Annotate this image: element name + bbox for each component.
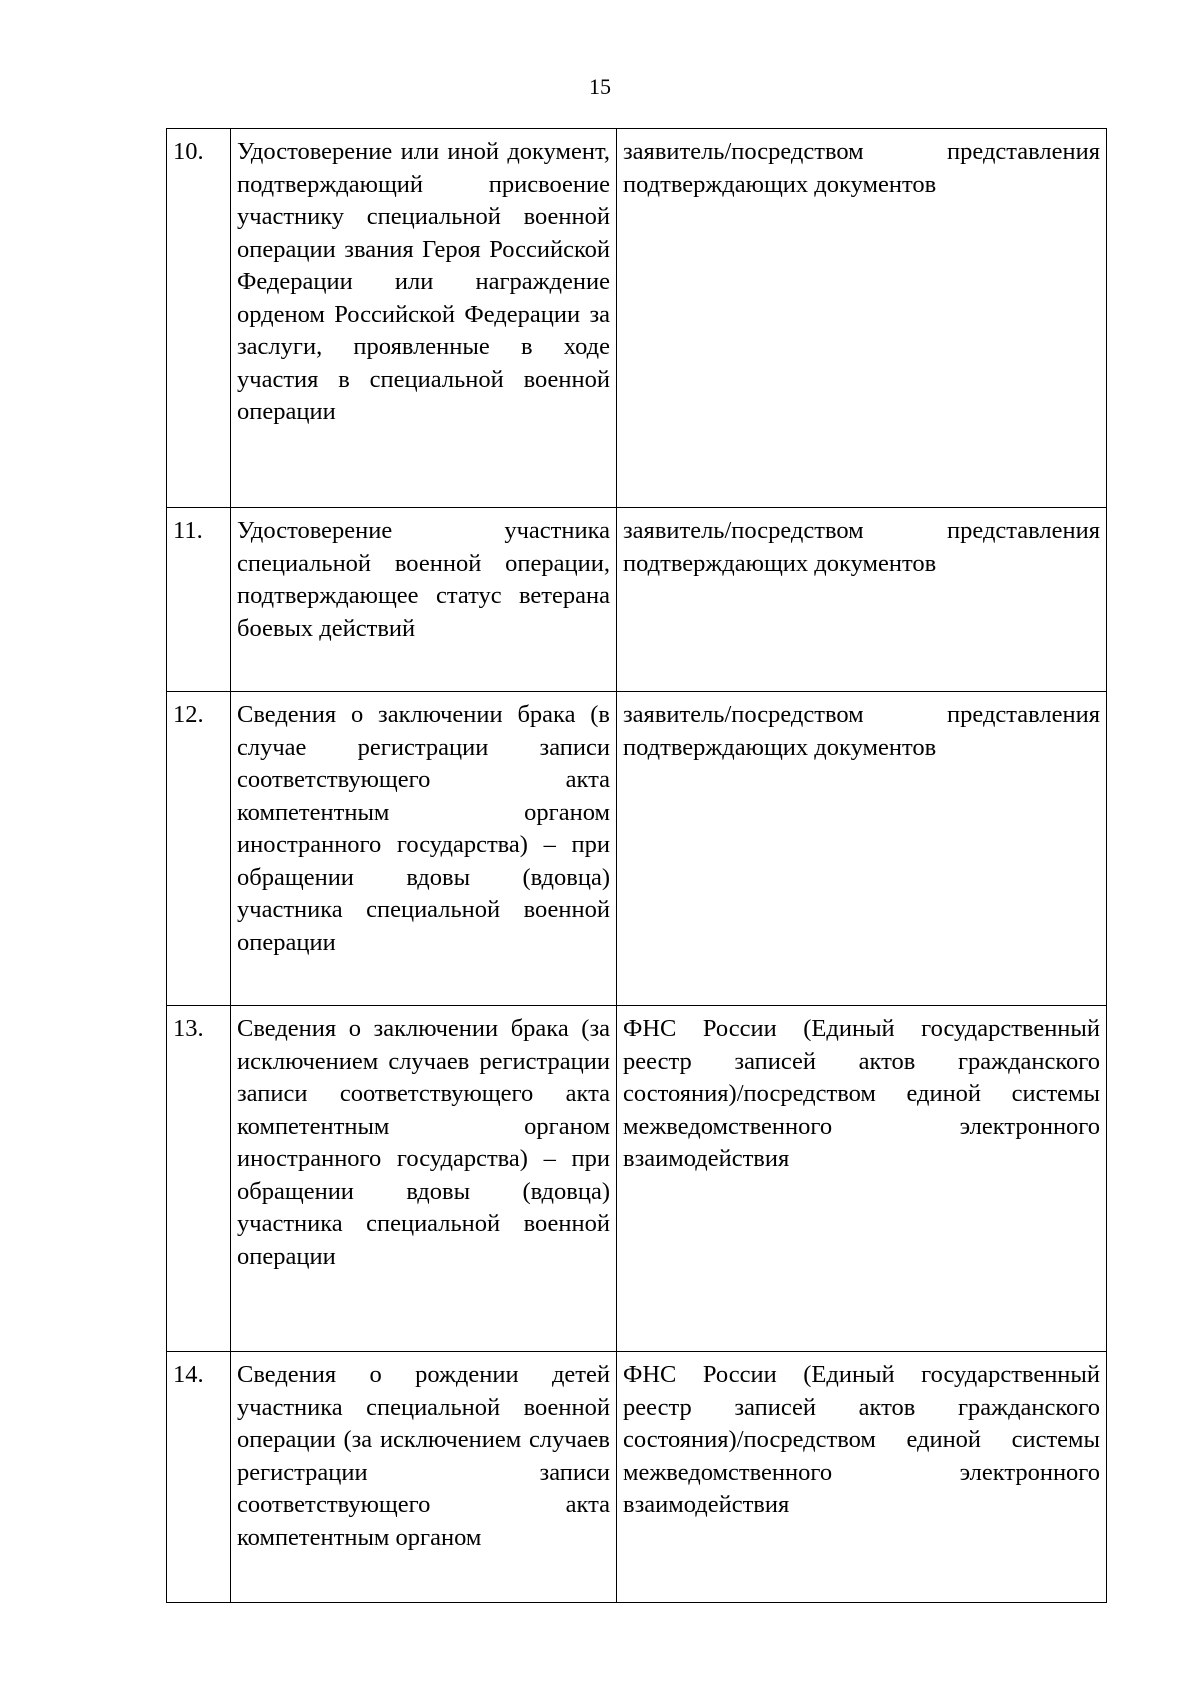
document-name: Удостоверение или иной документ, подтверждающий присвоение участнику специальной военной операции звания Героя Российской Федерации или награждение орденом Российской Федерации за заслуги, проявленные в ходе участия в специальной военной операции [231,129,617,508]
table-row [167,692,1107,1006]
table-row [167,129,1107,508]
document-source: заявитель/посредством представления подтверждающих документов [617,508,1107,692]
row-number: 12. [167,692,231,1006]
document-source: заявитель/посредством представления подтверждающих документов [617,692,1107,1006]
document-name: Сведения о рождении детей участника специальной военной операции (за исключением случаев регистрации записи соответствующего акта компетентным органом [231,1352,617,1603]
document-name: Сведения о заключении брака (за исключением случаев регистрации записи соответствующего акта компетентным органом иностранного государства) – при обращении вдовы (вдовца) участника специальной военной операции [231,1006,617,1352]
table-row [167,1352,1107,1603]
document-source: ФНС России (Единый государственный реестр записей актов гражданского состояния)/посредством единой системы межведомственного электронного взаимодействия [617,1352,1107,1603]
table-row [167,1006,1107,1352]
table-row [167,508,1107,692]
page-number: 15 [589,74,611,99]
documents-table [166,128,1107,1603]
document-source: ФНС России (Единый государственный реестр записей актов гражданского состояния)/посредством единой системы межведомственного электронного взаимодействия [617,1006,1107,1352]
document-name: Удостоверение участника специальной военной операции, подтверждающее статус ветерана боевых действий [231,508,617,692]
row-number: 14. [167,1352,231,1603]
document-source: заявитель/посредством представления подтверждающих документов [617,129,1107,508]
row-number: 10. [167,129,231,508]
row-number: 11. [167,508,231,692]
row-number: 13. [167,1006,231,1352]
document-name: Сведения о заключении брака (в случае регистрации записи соответствующего акта компетентным органом иностранного государства) – при обращении вдовы (вдовца) участника специальной военной операции [231,692,617,1006]
